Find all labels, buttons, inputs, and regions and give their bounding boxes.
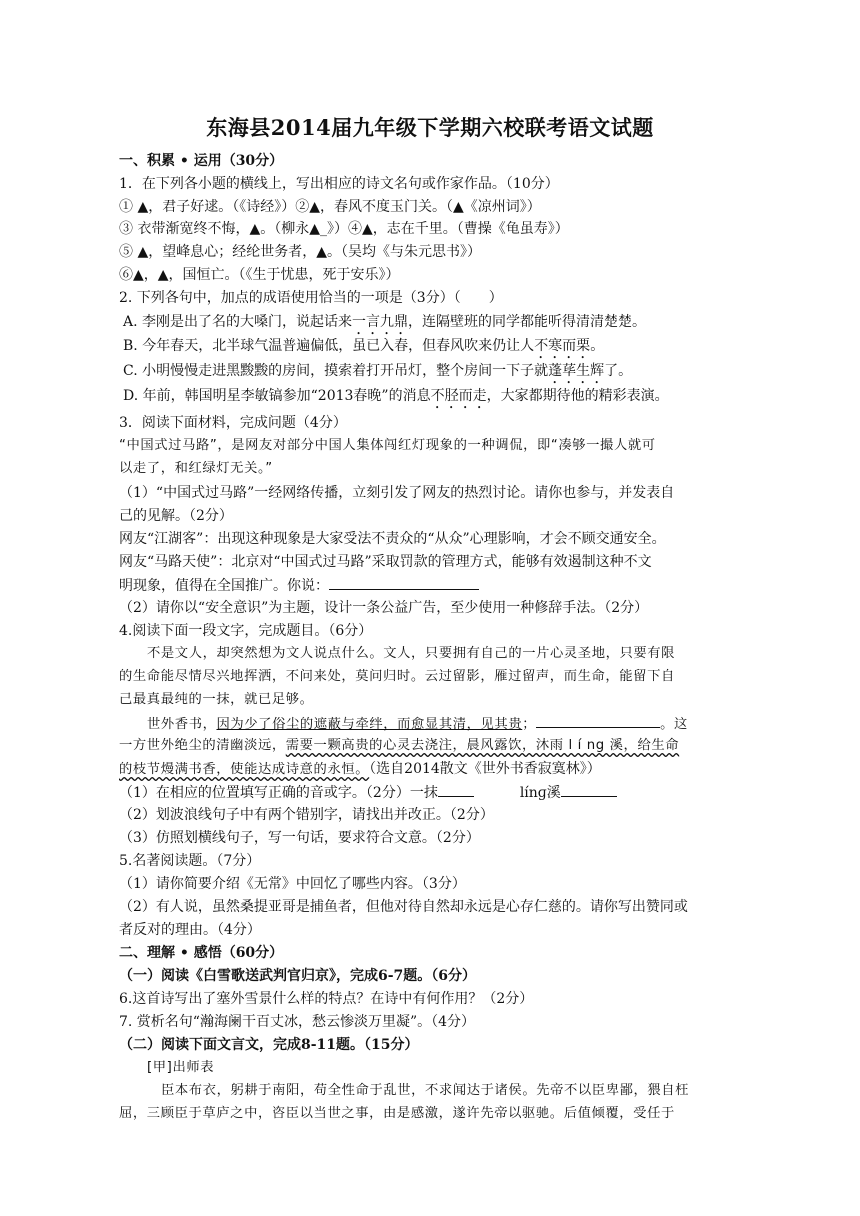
question-3-part-1-a: （1）“中国式过马路”一经网络传播，立刻引发了网友的热烈讨论。请你也参与，并发表自 [119,485,675,501]
question-1-line-a: ① ▲，君子好逑。（《诗经》）②▲，春风不度玉门关。（▲《凉州词》） [119,199,541,215]
underlined-sentence: 因为少了俗尘的遮蔽与牵绊，而愈显其清，见其贵 [216,717,523,732]
dotted-idiom: 蓬荜生辉 [548,363,605,379]
section-1-heading: 一、积累 • 运用（30分） [119,153,284,169]
question-4-part-2: （2）划波浪线句子中有两个错别字，请找出并改正。（2分） [119,807,494,823]
question-4-para-1-a: 不是文人，却突然想为文人说点什么。文人，只要拥有自己的一片心灵圣地，只要有限 [147,646,676,661]
question-5-part-2-a: （2）有人说，虽然桑提亚哥是捕鱼者，但他对待自然却永远是心存仁慈的。请你写出赞同或 [119,899,688,915]
question-2-option-c: C. 小明慢慢走进黑黢黢的房间，摸索着打开吊灯，整个房间一下子就蓬荜生辉了。 [123,363,633,379]
question-2: 2. 下列各句中，加点的成语使用恰当的一项是（3分）（ ） [119,290,503,306]
answer-blank [438,782,474,797]
dotted-idiom: 不寒而栗 [534,338,591,354]
question-3-part-1-d: 网友“马路天使”：北京对“中国式过马路”采取罚款的管理方式，能够有效遏制这种不文 [119,554,652,570]
wavy-underlined-sentence: 的枝节熳满书香，使能达成诗意的永恒。 [119,762,370,777]
question-1-line-d: ⑥▲，▲，国恒亡。（《生于忧患，死于安乐》） [119,267,400,283]
answer-blank [561,782,617,797]
page-title: 东海县2014届九年级下学期六校联考语文试题 [206,115,654,140]
question-3-part-2: （2）请你以“安全意识”为主题，设计一条公益广告，至少使用一种修辞手法。（2分） [119,600,649,616]
question-4: 4.阅读下面一段文字，完成题目。（6分） [119,623,373,639]
question-4-para-1-b: 的生命能尽情尽兴地挥洒，不问来处，莫问归时。云过留影，雁过留声，而生命，能留下自 [119,669,675,684]
question-6: 6.这首诗写出了塞外雪景什么样的特点？在诗中有何作用？（2分） [119,991,534,1007]
question-4-part-3: （3）仿照划横线句子，写一句话，要求符合文意。（2分） [119,830,480,846]
dotted-idiom: 一言九鼎 [352,314,409,330]
section-2-part-1-heading: （一）阅读《白雪歌送武判官归京》，完成6-7题。（6分） [119,968,477,984]
question-4-para-2-b: 一方世外绝尘的清幽淡远，需要一颗高贵的心灵去浇注，晨风露饮，沐雨 l í ng 溪，给生命 [119,738,680,753]
wavy-underlined-sentence: 需要一颗高贵的心灵去浇注，晨风露饮，沐雨 l í ng 溪，给生命 [285,738,680,753]
question-2-option-a: A. 李刚是出了名的大嗓门，说起话来一言九鼎，连隔壁班的同学都能听得清清楚楚。 [123,314,647,330]
section-2-heading: 二、理解 • 感悟（60分） [119,945,284,961]
question-2-option-d: D. 年前，韩国明星李敏镐参加“2013春晚”的消息不胫而走，大家都期待他的精彩表演。 [123,388,669,404]
answer-blank [329,575,479,590]
question-4-para-1-c: 己最真最纯的一抹，就已足够。 [119,692,314,707]
question-3: 3．阅读下面材料，完成问题（4分） [119,415,347,431]
question-5-part-1: （1）请你简要介绍《无常》中回忆了哪些内容。（3分） [119,876,466,892]
section-2-part-2-heading: （二）阅读下面文言文，完成8-11题。（15分） [119,1037,419,1053]
question-5-part-2-b: 者反对的理由。（4分） [119,922,261,938]
question-7: 7. 赏析名句“瀚海阑干百丈冰，愁云惨淡万里凝”。（4分） [119,1014,476,1030]
question-3-part-1-e: 明现象，值得在全国推广。你说： [119,575,759,596]
question-4-para-2-a: 世外香书，因为少了俗尘的遮蔽与牵绊，而愈显其清，见其贵； 。这 [147,713,787,735]
classical-text-line-2: 屈，三顾臣于草庐之中，咨臣以当世之事，由是感激，遂许先帝以驱驰。后值倾覆，受任于 [119,1106,675,1121]
question-1: 1．在下列各小题的横线上，写出相应的诗文名句或作家作品。（10分） [119,176,559,192]
question-1-line-c: ⑤ ▲，望峰息心；经纶世务者，▲。（吴均《与朱元思书》） [119,244,481,260]
question-3-material-2: 以走了，和红绿灯无关。” [119,461,273,476]
question-4-para-2-c: 的枝节熳满书香，使能达成诗意的永恒。（选自2014散文《世外书香寂寞林》） [119,761,601,777]
question-3-part-1-c: 网友“江湖客”：出现这种现象是大家受法不责众的“从众”心理影响，才会不顾交通安全。 [119,531,666,547]
question-5: 5.名著阅读题。（7分） [119,853,261,869]
question-4-part-1: （1）在相应的位置填写正确的音或字。（2分）一抹 línɡ溪 [119,782,759,803]
text-jia-title: [甲]出师表 [147,1060,215,1075]
question-1-line-b: ③ 衣带渐宽终不悔，▲。（柳永▲_》）④▲，志在千里。（曹操《龟虽寿》） [119,221,569,237]
dotted-idiom: 不胫而走 [430,388,487,404]
question-3-part-1-b: 己的见解。（2分） [119,508,233,524]
answer-blank [536,713,660,728]
question-3-material-1: “中国式过马路”，是网友对部分中国人集体闯红灯现象的一种调侃，即“凑够一撮人就可 [119,438,656,453]
question-2-option-b: B. 今年春天，北半球气温普遍偏低，虽已入春，但春风吹来仍让人不寒而栗。 [123,338,605,354]
classical-text-line-1: 臣本布衣，躬耕于南阳，苟全性命于乱世，不求闻达于诸侯。先帝不以臣卑鄙，猥自枉 [161,1083,690,1098]
